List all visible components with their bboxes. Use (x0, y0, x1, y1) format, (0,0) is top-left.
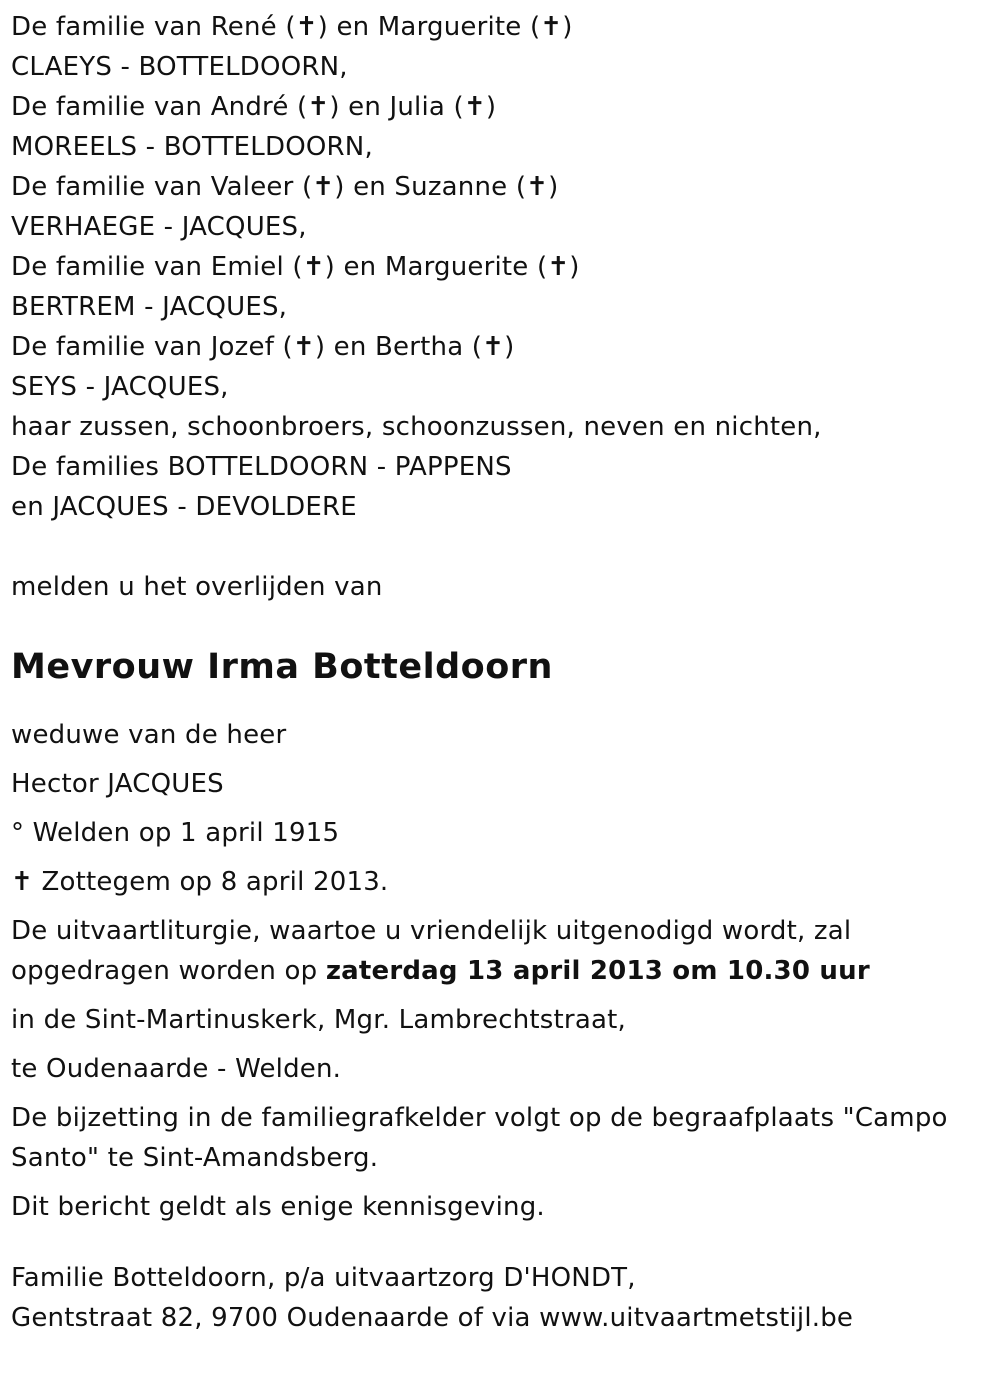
footer-line-1: Familie Botteldoorn, p/a uitvaartzorg D'HONDT, (11, 1263, 636, 1293)
family-line: SEYS - JACQUES, (11, 372, 229, 402)
liturgy-paragraph (11, 911, 971, 991)
town-info: te Oudenaarde - Welden. (11, 1054, 342, 1084)
family-list (11, 0, 1000, 527)
death-info: ✝ Zottegem op 8 april 2013. (11, 867, 389, 897)
family-line: VERHAEGE - JACQUES, (11, 212, 307, 242)
liturgy-text: De uitvaartliturgie, waartoe u vriendelijk uitgenodigd wordt, zal opgedragen worden op (11, 916, 852, 986)
family-line: MOREELS - BOTTELDOORN, (11, 132, 373, 162)
footer-line-2: Gentstraat 82, 9700 Oudenaarde of via www.uitvaartmetstijl.be (11, 1303, 854, 1333)
burial-info: De bijzetting in de familiegrafkelder volgt op de begraafplaats "Campo Santo" te Sint-Amandsberg. (11, 1103, 948, 1173)
footer-contact (11, 1258, 1000, 1338)
family-line: De familie van Valeer (✝) en Suzanne (✝) (11, 172, 559, 202)
family-line: De familie van Jozef (✝) en Bertha (✝) (11, 332, 515, 362)
family-line: De familie van André (✝) en Julia (✝) (11, 92, 497, 122)
family-line: De familie van René (✝) en Marguerite (✝) (11, 12, 573, 42)
family-line: BERTREM - JACQUES, (11, 292, 288, 322)
family-line: CLAEYS - BOTTELDOORN, (11, 52, 348, 82)
family-line: De familie van Emiel (✝) en Marguerite (✝) (11, 252, 580, 282)
details-block (11, 715, 1000, 1227)
widow-of: weduwe van de heer (11, 720, 287, 750)
family-line: De families BOTTELDOORN - PAPPENS (11, 452, 512, 482)
church-info: in de Sint-Martinuskerk, Mgr. Lambrechtstraat, (11, 1005, 626, 1035)
notice-text: Dit bericht geldt als enige kennisgeving. (11, 1192, 545, 1222)
liturgy-date: zaterdag 13 april 2013 om 10.30 uur (325, 956, 870, 986)
spacer (11, 527, 1000, 567)
husband-name: Hector JACQUES (11, 769, 224, 799)
deceased-name: Mevrouw Irma Botteldoorn (11, 647, 553, 687)
announcement-intro: melden u het overlijden van (11, 572, 383, 602)
family-line: haar zussen, schoonbroers, schoonzussen, neven en nichten, (11, 412, 822, 442)
family-line: en JACQUES - DEVOLDERE (11, 492, 357, 522)
birth-info: ° Welden op 1 april 1915 (11, 818, 340, 848)
